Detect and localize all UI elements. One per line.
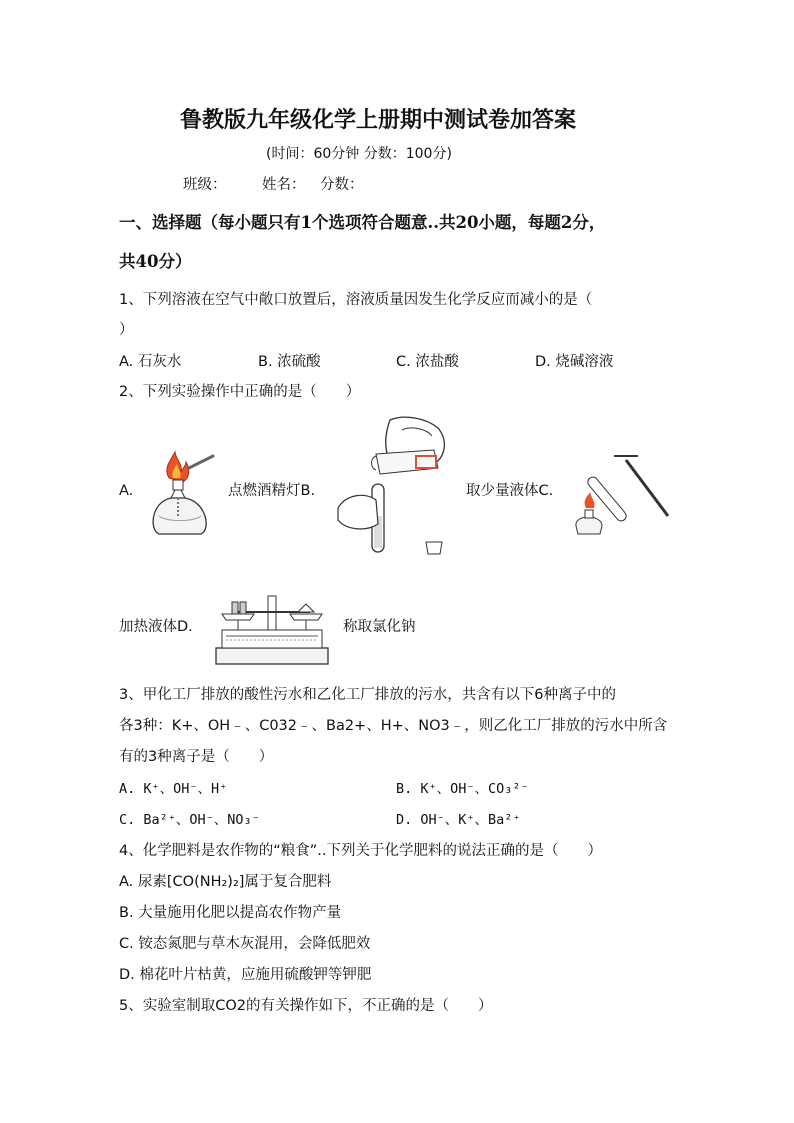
q1-option-d: D. 烧碱溶液 (535, 354, 614, 370)
q1-option-b: B. 浓硫酸 (258, 354, 321, 370)
class-label: 班级： (183, 177, 227, 193)
q3-option-c: C. Ba²⁺、OH⁻、NO₃⁻ (119, 812, 260, 828)
q2-option-c-text-d-label: 加热液体D. (119, 619, 193, 635)
q1-stem-line1: 1、下列溶液在空气中敞口放置后，溶液质量因发生化学反应而减小的是（ (119, 292, 593, 308)
q4-option-c: C. 铵态氮肥与草木灰混用，会降低肥效 (119, 936, 371, 952)
score-label: 分数： (320, 177, 364, 193)
alcohol-lamp-icon (145, 446, 217, 540)
q1-option-c: C. 浓盐酸 (396, 354, 459, 370)
q4-option-a: A. 尿素[CO(NH₂)₂]属于复合肥料 (119, 874, 332, 890)
q2-stem: 2、下列实验操作中正确的是（ ） (119, 384, 361, 400)
q4-option-d: D. 棉花叶片枯黄，应施用硫酸钾等钾肥 (119, 967, 372, 983)
name-label: 姓名： (262, 177, 306, 193)
pouring-liquid-icon (330, 412, 460, 560)
exam-info: (时间：60分钟 分数：100分) (266, 146, 452, 162)
q3-option-b: B. K⁺、OH⁻、CO₃²⁻ (396, 781, 529, 797)
q2-option-a-label: A. (119, 483, 134, 499)
q1-stem-line2: ） (119, 322, 134, 338)
section-heading-line1: 一、选择题（每小题只有1个选项符合题意..共20小题，每题2分， (119, 213, 606, 232)
q2-option-a-text-b-label: 点燃酒精灯B. (228, 483, 316, 499)
q2-option-b-text-c-label: 取少量液体C. (466, 483, 554, 499)
q3-option-d: D. OH⁻、K⁺、Ba²⁺ (396, 812, 521, 828)
balance-scale-icon (212, 590, 332, 670)
q3-stem-line2: 各3种：K+、OH﹣、C032﹣、Ba2+、H+、NO3﹣，则乙化工厂排放的污水中所含 (119, 718, 668, 734)
q3-stem-line3: 有的3种离子是（ ） (119, 749, 274, 765)
q2-option-d-text: 称取氯化钠 (343, 619, 416, 635)
heating-test-tube-icon (572, 452, 672, 542)
q4-stem: 4、化学肥料是农作物的“粮食”..下列关于化学肥料的说法正确的是（ ） (119, 843, 602, 859)
section-heading-line2: 共40分） (119, 252, 192, 271)
q4-option-b: B. 大量施用化肥以提高农作物产量 (119, 905, 342, 921)
q3-option-a: A. K⁺、OH⁻、H⁺ (119, 781, 228, 797)
q3-stem-line1: 3、甲化工厂排放的酸性污水和乙化工厂排放的污水，共含有以下6种离子中的 (119, 687, 616, 703)
q1-option-a: A. 石灰水 (119, 354, 182, 370)
page-title: 鲁教版九年级化学上册期中测试卷加答案 (180, 107, 577, 133)
q5-stem: 5、实验室制取CO2的有关操作如下，不正确的是（ ） (119, 998, 493, 1014)
